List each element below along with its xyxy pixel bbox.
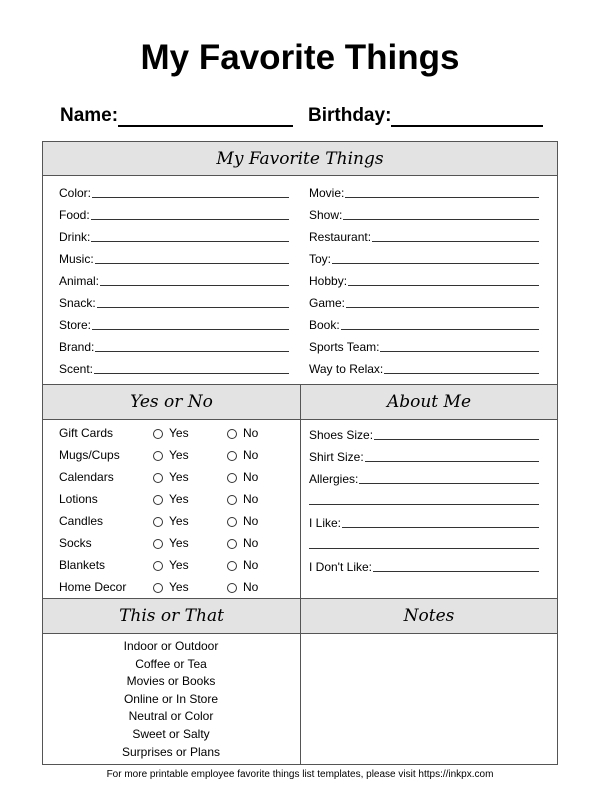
favorites-sheet (42, 141, 558, 765)
favorite-answer-line[interactable] (372, 241, 539, 242)
favorite-label: Toy: (309, 252, 332, 266)
yes-no-item-label: Blankets (59, 558, 106, 572)
favorite-answer-line[interactable] (348, 285, 539, 286)
yes-no-row (59, 532, 289, 554)
favorite-row[interactable] (309, 224, 539, 246)
yes-no-item-label: Lotions (59, 492, 98, 506)
yes-option[interactable] (153, 510, 189, 532)
about-me-row[interactable] (309, 444, 539, 466)
yes-option[interactable] (153, 532, 189, 554)
radio-icon[interactable] (153, 539, 163, 549)
yes-no-row (59, 444, 289, 466)
name-label: Name: (60, 105, 119, 126)
this-or-that-item: Neutral or Color (128, 709, 214, 724)
radio-icon[interactable] (153, 517, 163, 527)
no-option[interactable] (227, 488, 258, 510)
favorite-answer-line[interactable] (384, 373, 539, 374)
favorite-label: Show: (309, 208, 343, 222)
this-or-that-item: Coffee or Tea (135, 656, 207, 671)
favorite-label: Drink: (59, 230, 91, 244)
this-or-that-item: Surprises or Plans (121, 744, 221, 759)
no-label: No (243, 514, 259, 528)
radio-icon[interactable] (227, 517, 237, 527)
favorite-label: Snack: (59, 296, 96, 310)
no-label: No (243, 558, 259, 572)
this-or-that-item: Sweet or Salty (132, 727, 210, 741)
yes-label: Yes (169, 470, 189, 484)
yes-label: Yes (169, 448, 189, 462)
no-option[interactable] (227, 510, 258, 532)
favorite-answer-line[interactable] (343, 219, 539, 220)
favorite-label: Brand: (59, 340, 95, 354)
favorite-answer-line[interactable] (92, 197, 289, 198)
favorites-heading: My Favorite Things (43, 142, 557, 176)
no-label: No (243, 536, 259, 550)
favorite-answer-line[interactable] (332, 263, 539, 264)
favorite-answer-line[interactable] (95, 351, 289, 352)
favorite-answer-line[interactable] (94, 373, 289, 374)
favorite-label: Store: (59, 318, 92, 332)
no-option[interactable] (227, 444, 258, 466)
favorite-answer-line[interactable] (100, 285, 289, 286)
yes-label: Yes (169, 426, 189, 440)
yes-option[interactable] (153, 488, 189, 510)
favorite-row[interactable] (309, 334, 539, 356)
no-option[interactable] (227, 576, 258, 598)
favorite-row[interactable] (59, 180, 289, 202)
no-label: No (243, 580, 259, 594)
yes-no-row (59, 466, 289, 488)
about-me-answer-line[interactable] (373, 571, 539, 572)
favorite-row[interactable] (309, 356, 539, 378)
yes-label: Yes (169, 558, 189, 572)
yes-no-item-label: Mugs/Cups (59, 448, 120, 462)
yes-no-item-label: Home Decor (59, 580, 127, 594)
footer-text: For more printable employee favorite things list templates, please visit https://inkpx.com (106, 769, 494, 780)
page-title: My Favorite Things (140, 38, 460, 77)
yes-no-row (59, 576, 289, 598)
notes-heading: Notes (301, 599, 557, 634)
about-me-label: Allergies: (309, 472, 359, 486)
no-option[interactable] (227, 554, 258, 576)
no-option[interactable] (227, 422, 258, 444)
radio-icon[interactable] (153, 495, 163, 505)
this-or-that-item: Movies or Books (126, 674, 216, 689)
favorite-row[interactable] (59, 246, 289, 268)
this-or-that-item: Indoor or Outdoor (123, 639, 219, 653)
about-me-row[interactable] (309, 510, 539, 532)
favorite-answer-line[interactable] (380, 351, 539, 352)
this-or-that-heading: This or That (43, 599, 300, 634)
this-or-that-item: Online or In Store (123, 691, 219, 706)
favorite-row[interactable] (59, 202, 289, 224)
radio-icon[interactable] (227, 429, 237, 439)
yes-no-row (59, 554, 289, 576)
yes-option[interactable] (153, 554, 189, 576)
radio-icon[interactable] (153, 583, 163, 593)
radio-icon[interactable] (153, 429, 163, 439)
favorite-row[interactable] (309, 268, 539, 290)
favorite-label: Way to Relax: (309, 362, 384, 376)
birthday-line[interactable] (391, 125, 543, 127)
favorite-label: Sports Team: (309, 340, 380, 354)
yes-option[interactable] (153, 466, 189, 488)
favorite-row[interactable] (309, 202, 539, 224)
favorite-label: Restaurant: (309, 230, 372, 244)
favorite-label: Book: (309, 318, 340, 332)
no-label: No (243, 448, 259, 462)
radio-icon[interactable] (227, 539, 237, 549)
yes-no-row (59, 422, 289, 444)
no-label: No (243, 492, 259, 506)
about-me-answer-line[interactable] (359, 483, 539, 484)
favorite-row[interactable] (309, 290, 539, 312)
yes-no-item-label: Calendars (59, 470, 114, 484)
favorite-row[interactable] (309, 180, 539, 202)
favorite-answer-line[interactable] (341, 329, 539, 330)
no-label: No (243, 426, 259, 440)
favorite-row[interactable] (59, 268, 289, 290)
radio-icon[interactable] (227, 583, 237, 593)
favorite-answer-line[interactable] (91, 219, 289, 220)
favorite-row[interactable] (59, 224, 289, 246)
favorite-answer-line[interactable] (97, 307, 289, 308)
yes-label: Yes (169, 580, 189, 594)
extra-answer-line[interactable] (309, 504, 539, 505)
name-field[interactable] (60, 102, 293, 128)
yes-option[interactable] (153, 576, 189, 598)
favorite-label: Animal: (59, 274, 100, 288)
radio-icon[interactable] (227, 561, 237, 571)
about-me-answer-line[interactable] (374, 439, 539, 440)
yes-no-item-label: Socks (59, 536, 92, 550)
about-me-answer-line[interactable] (342, 527, 539, 528)
no-label: No (243, 470, 259, 484)
favorite-row[interactable] (59, 334, 289, 356)
name-line[interactable] (118, 125, 293, 127)
favorite-answer-line[interactable] (92, 329, 289, 330)
radio-icon[interactable] (227, 495, 237, 505)
favorite-label: Movie: (309, 186, 345, 200)
favorite-row[interactable] (59, 312, 289, 334)
favorite-label: Color: (59, 186, 92, 200)
favorite-answer-line[interactable] (345, 197, 539, 198)
favorite-label: Scent: (59, 362, 94, 376)
about-me-heading: About Me (301, 385, 557, 420)
radio-icon[interactable] (153, 561, 163, 571)
birthday-label: Birthday: (308, 105, 392, 126)
favorite-row[interactable] (309, 246, 539, 268)
yes-option[interactable] (153, 422, 189, 444)
favorite-label: Hobby: (309, 274, 348, 288)
about-me-answer-line[interactable] (365, 461, 539, 462)
yes-no-row (59, 488, 289, 510)
about-me-label: Shirt Size: (309, 450, 364, 464)
yes-label: Yes (169, 536, 189, 550)
radio-icon[interactable] (153, 451, 163, 461)
favorite-answer-line[interactable] (91, 241, 289, 242)
about-me-label: I Don't Like: (309, 560, 372, 574)
yes-no-item-label: Gift Cards (59, 426, 114, 440)
yes-label: Yes (169, 514, 189, 528)
radio-icon[interactable] (227, 473, 237, 483)
yes-option[interactable] (153, 444, 189, 466)
about-me-row[interactable] (309, 466, 539, 488)
no-option[interactable] (227, 466, 258, 488)
favorite-label: Music: (59, 252, 94, 266)
about-me-row[interactable] (309, 554, 539, 576)
notes-area[interactable] (301, 634, 557, 764)
favorite-label: Food: (59, 208, 90, 222)
about-me-label: I Like: (309, 516, 342, 530)
yes-no-heading: Yes or No (43, 385, 300, 420)
favorite-label: Game: (309, 296, 346, 310)
birthday-field[interactable] (308, 102, 543, 128)
about-me-label: Shoes Size: (309, 428, 374, 442)
extra-answer-line[interactable] (309, 548, 539, 549)
favorite-answer-line[interactable] (346, 307, 539, 308)
radio-icon[interactable] (153, 473, 163, 483)
favorite-row[interactable] (309, 312, 539, 334)
radio-icon[interactable] (227, 451, 237, 461)
favorite-row[interactable] (59, 356, 289, 378)
about-me-row[interactable] (309, 422, 539, 444)
favorite-row[interactable] (59, 290, 289, 312)
yes-no-item-label: Candles (59, 514, 104, 528)
no-option[interactable] (227, 532, 258, 554)
favorite-answer-line[interactable] (95, 263, 289, 264)
yes-label: Yes (169, 492, 189, 506)
yes-no-row (59, 510, 289, 532)
